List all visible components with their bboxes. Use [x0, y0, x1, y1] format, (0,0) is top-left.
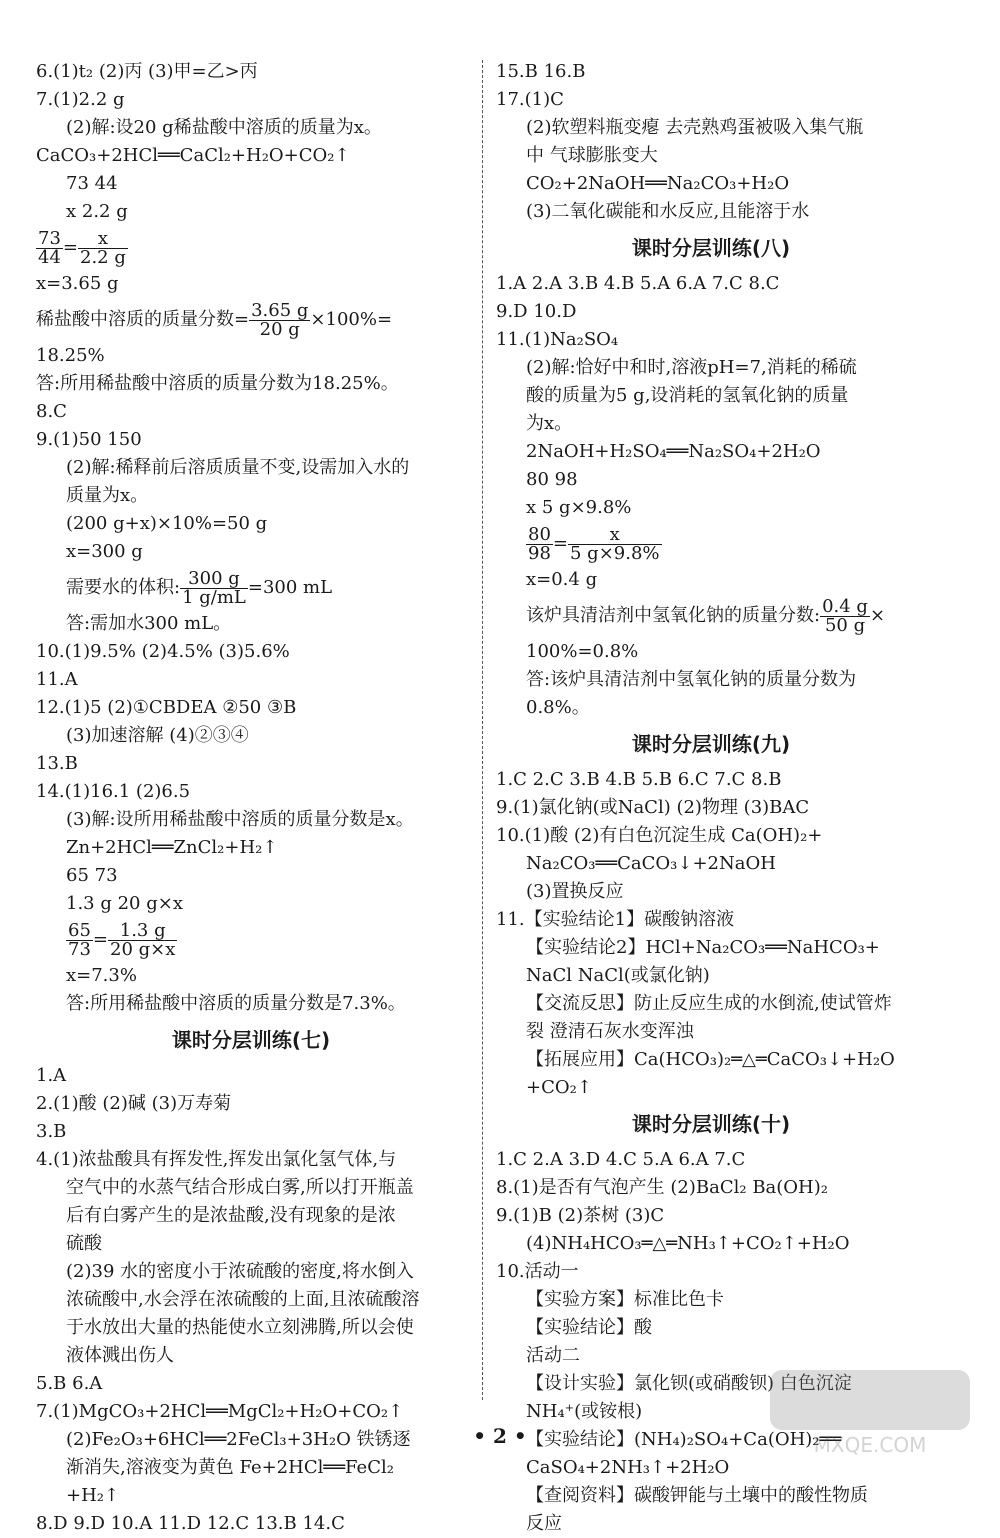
answer-line: [36, 538, 466, 566]
answer-text: 1.C 2.C 3.B 4.B 5.B 6.C 7.C 8.B: [496, 769, 782, 790]
answer-line: [36, 694, 466, 722]
answer-line: [496, 638, 926, 666]
answer-line: [36, 1258, 466, 1286]
answer-text: 1.C 2.A 3.D 4.C 5.A 6.A 7.C: [496, 1149, 746, 1170]
answer-line: [36, 114, 466, 142]
answer-text: (3)置换反应: [526, 881, 624, 902]
answer-text: 8.(1)是否有气泡产生 (2)BaCl₂ Ba(OH)₂: [496, 1177, 828, 1198]
answer-line: [496, 354, 926, 382]
answer-line: [36, 1090, 466, 1118]
answer-text: 为x。: [526, 413, 573, 434]
answer-text: (2)解:恰好中和时,溶液pH=7,消耗的稀硫: [526, 357, 857, 378]
answer-text: 5.B 6.A: [36, 1373, 103, 1394]
answer-text: +H₂↑: [66, 1485, 120, 1506]
answer-text: 答:所用稀盐酸中溶质的质量分数是7.3%。: [66, 993, 406, 1014]
answer-line: [496, 962, 926, 990]
answer-text: 2.(1)酸 (2)碱 (3)万寿菊: [36, 1093, 232, 1114]
answer-text: 硫酸: [66, 1233, 102, 1254]
answer-text: 100%=0.8%: [526, 641, 639, 662]
answer-text: 质量为x。: [66, 485, 149, 506]
answer-line: [36, 610, 466, 638]
answer-line: [496, 934, 926, 962]
answer-line: [36, 750, 466, 778]
answer-line: [496, 466, 926, 494]
answer-line: [36, 962, 466, 990]
answer-text-after: ×: [869, 605, 886, 626]
fraction-denominator: 50 g: [824, 614, 866, 636]
answer-line: [36, 1174, 466, 1202]
fraction: [180, 567, 248, 608]
answer-line: [36, 510, 466, 538]
fraction-numerator: 3.65 g: [251, 299, 309, 321]
answer-line: [496, 1146, 926, 1174]
answer-text: 15.B 16.B: [496, 61, 586, 82]
right-column: [496, 58, 926, 1538]
fraction-denominator: 2.2 g: [80, 246, 126, 268]
answer-line: [36, 1342, 466, 1370]
answer-line: [496, 1202, 926, 1230]
answer-text: 6.(1)t₂ (2)丙 (3)甲=乙>丙: [36, 61, 258, 82]
answer-line: [496, 594, 926, 638]
answer-text: (3)二氧化碳能和水反应,且能溶于水: [526, 201, 810, 222]
answer-line: [496, 298, 926, 326]
answer-line: [36, 834, 466, 862]
answer-text: CO₂+2NaOH══Na₂CO₃+H₂O: [526, 173, 790, 194]
answer-text: 10.(1)9.5% (2)4.5% (3)5.6%: [36, 641, 290, 662]
answer-line: [496, 850, 926, 878]
answer-line: [496, 410, 926, 438]
answer-line: [36, 638, 466, 666]
fraction-numerator: 0.4 g: [822, 595, 868, 617]
answer-line: [496, 382, 926, 410]
answer-line: [496, 906, 926, 934]
answer-text: 中 气球膨胀变大: [526, 145, 658, 166]
answer-text: NH₄⁺(或铵根): [526, 1401, 643, 1422]
answer-text: (2)解:设20 g稀盐酸中溶质的质量为x。: [66, 117, 382, 138]
answer-text: 0.8%。: [526, 697, 590, 718]
answer-line: [496, 86, 926, 114]
answer-line: [36, 1202, 466, 1230]
answer-line: [496, 1314, 926, 1342]
fraction-numerator: 73: [38, 227, 61, 249]
fraction: [36, 227, 63, 268]
answer-text: 11.(1)Na₂SO₄: [496, 329, 619, 350]
fraction-denominator: 5 g×9.8%: [570, 542, 660, 564]
answer-line: [36, 370, 466, 398]
answer-line: [36, 398, 466, 426]
answer-text: 10.(1)酸 (2)有白色沉淀生成 Ca(OH)₂+: [496, 825, 823, 846]
fraction: [820, 595, 870, 636]
answer-text: (3)解:设所用稀盐酸中溶质的质量分数是x。: [66, 809, 414, 830]
fraction-denominator: 44: [38, 246, 61, 268]
answer-text: 7.(1)MgCO₃+2HCl══MgCl₂+H₂O+CO₂↑: [36, 1401, 404, 1422]
answer-line: [36, 778, 466, 806]
answer-text: 液体溅出伤人: [66, 1345, 174, 1366]
answer-text: 80 98: [526, 469, 578, 490]
answer-text: +CO₂↑: [526, 1077, 592, 1098]
answer-text: 14.(1)16.1 (2)6.5: [36, 781, 191, 802]
answer-line: [36, 482, 466, 510]
answer-text: 空气中的水蒸气结合形成白雾,所以打开瓶盖: [66, 1177, 414, 1198]
answer-line: [36, 1398, 466, 1426]
fraction-denominator: 73: [68, 938, 91, 960]
answer-text: 8.D 9.D 10.A 11.D 12.C 13.B 14.C: [36, 1513, 345, 1534]
answer-text: 【实验方案】标准比色卡: [526, 1289, 724, 1310]
answer-text: 活动二: [526, 1345, 580, 1366]
fraction-numerator: 65: [68, 919, 91, 941]
answer-text: 9.(1)50 150: [36, 429, 142, 450]
page-number: • 2 •: [473, 1424, 527, 1448]
fraction-denominator: 20 g: [259, 318, 300, 340]
answer-text: 4.(1)浓盐酸具有挥发性,挥发出氯化氢气体,与: [36, 1149, 397, 1170]
answer-text: 1.A: [36, 1065, 67, 1086]
answer-text: 该炉具清洁剂中氢氧化钠的质量分数:: [526, 605, 821, 626]
answer-line: [496, 1074, 926, 1102]
answer-text: 需要水的体积:: [66, 577, 181, 598]
answer-text: 【查阅资料】碳酸钾能与土壤中的酸性物质: [526, 1485, 868, 1506]
equals-sign: =: [552, 533, 568, 554]
answer-text: 7.(1)2.2 g: [36, 89, 125, 110]
answer-line: [496, 566, 926, 594]
fraction: [66, 919, 93, 960]
answer-line: [496, 1046, 926, 1074]
fraction: [249, 299, 310, 340]
answer-line: [36, 890, 466, 918]
answer-line: [36, 270, 466, 298]
answer-text: Zn+2HCl══ZnCl₂+H₂↑: [66, 837, 278, 858]
answer-text: 答:所用稀盐酸中溶质的质量分数为18.25%。: [36, 373, 399, 394]
answer-line: [36, 1062, 466, 1090]
answer-text: 65 73: [66, 865, 118, 886]
answer-text: 73 44: [66, 173, 118, 194]
answer-line: [36, 990, 466, 1018]
answer-text: 18.25%: [36, 345, 105, 366]
answer-text: 2NaOH+H₂SO₄══Na₂SO₄+2H₂O: [526, 441, 821, 462]
answer-text: (2)软塑料瓶变瘪 去壳熟鸡蛋被吸入集气瓶: [526, 117, 864, 138]
section-heading: 课时分层训练(十): [631, 1112, 791, 1136]
answer-line: [496, 270, 926, 298]
answer-text: CaSO₄+2NH₃↑+2H₂O: [526, 1457, 730, 1478]
answer-line: [36, 1482, 466, 1510]
answer-line: [36, 426, 466, 454]
answer-text: 答:需加水300 mL。: [66, 613, 232, 634]
section-heading: 课时分层训练(九): [631, 732, 791, 756]
answer-text: 于水放出大量的热能使水立刻沸腾,所以会使: [66, 1317, 414, 1338]
answer-text: 【实验结论】酸: [526, 1317, 652, 1338]
answer-text: 10.活动一: [496, 1261, 579, 1282]
answer-line: [496, 1174, 926, 1202]
answer-line: [496, 666, 926, 694]
fraction-numerator: 80: [528, 523, 551, 545]
answer-text: (2)解:稀释前后溶质质量不变,设需加入水的: [66, 457, 410, 478]
answer-line: [36, 722, 466, 750]
answer-text: 反应: [526, 1513, 562, 1534]
answer-text: 8.C: [36, 401, 67, 422]
answer-text: 11.A: [36, 669, 78, 690]
answer-line: [496, 198, 926, 226]
answer-line: [36, 566, 466, 610]
answer-text: 【交流反思】防止反应生成的水倒流,使试管炸: [526, 993, 892, 1014]
answer-line: [496, 1230, 926, 1258]
watermark-text: MXQE.COM: [813, 1433, 927, 1457]
fraction-denominator: 1 g/mL: [182, 586, 246, 608]
answer-text: 13.B: [36, 753, 78, 774]
answer-text: 后有白雾产生的是浓盐酸,没有现象的是浓: [66, 1205, 396, 1226]
answer-line: [36, 666, 466, 694]
answer-text: Na₂CO₃══CaCO₃↓+2NaOH: [526, 853, 776, 874]
answer-line: [36, 1370, 466, 1398]
answer-line: [496, 990, 926, 1018]
answer-line: [36, 1146, 466, 1174]
answer-text: 渐消失,溶液变为黄色 Fe+2HCl══FeCl₂: [66, 1457, 394, 1478]
answer-line: [496, 326, 926, 354]
answer-text-after: ×100%=: [310, 309, 393, 330]
answer-text: 9.D 10.D: [496, 301, 577, 322]
answer-line: [496, 114, 926, 142]
answer-text: 【设计实验】氯化钡(或硝酸钡) 白色沉淀: [526, 1373, 852, 1394]
answer-text: NaCl NaCl(或氯化钠): [526, 965, 710, 986]
answer-text: 裂 澄清石灰水变浑浊: [526, 1021, 694, 1042]
fraction-numerator: 300 g: [180, 570, 248, 589]
answer-line: [496, 694, 926, 722]
answer-line: [496, 142, 926, 170]
answer-text: (4)NH₄HCO₃═△═NH₃↑+CO₂↑+H₂O: [526, 1233, 850, 1254]
answer-text: 9.(1)B (2)茶树 (3)C: [496, 1205, 665, 1226]
answer-line: [36, 1286, 466, 1314]
answer-text: 稀盐酸中溶质的质量分数=: [36, 309, 250, 330]
answer-text: 【拓展应用】Ca(HCO₃)₂═△═CaCO₃↓+H₂O: [526, 1049, 895, 1070]
answer-line: [496, 522, 926, 566]
answer-line: [496, 494, 926, 522]
answer-text: x=3.65 g: [36, 273, 119, 294]
answer-line: [36, 1510, 466, 1538]
answer-line: [36, 198, 466, 226]
watermark-logo: [760, 1360, 980, 1460]
answer-text: (200 g+x)×10%=50 g: [66, 513, 268, 534]
answer-line: [496, 1258, 926, 1286]
answer-line: [496, 58, 926, 86]
fraction-denominator: 98: [528, 542, 551, 564]
fraction: [526, 523, 553, 564]
section-heading: 课时分层训练(八): [631, 236, 791, 260]
answer-text-after: =300 mL: [247, 577, 333, 598]
answer-line: [496, 1286, 926, 1314]
equals-sign: =: [62, 237, 78, 258]
fraction-denominator: 20 g×x: [110, 938, 176, 960]
answer-line: [36, 86, 466, 114]
answer-line: [36, 342, 466, 370]
answer-line: [496, 822, 926, 850]
answer-line: [36, 1230, 466, 1258]
answer-text: 酸的质量为5 g,设消耗的氢氧化钠的质量: [526, 385, 849, 406]
answer-text: 17.(1)C: [496, 89, 564, 110]
answer-text: x 5 g×9.8%: [526, 497, 632, 518]
answer-text: 【实验结论2】HCl+Na₂CO₃══NaHCO₃+: [526, 937, 880, 958]
fraction-numerator: x: [78, 230, 128, 249]
fraction-numerator: x: [568, 526, 662, 545]
answer-text: 3.B: [36, 1121, 67, 1142]
section-heading: 课时分层训练(七): [171, 1028, 331, 1052]
answer-text: x 2.2 g: [66, 201, 128, 222]
answer-line: [496, 794, 926, 822]
answer-text: 答:该炉具清洁剂中氢氧化钠的质量分数为: [526, 669, 857, 690]
equals-sign: =: [92, 929, 108, 950]
answer-line: [496, 170, 926, 198]
answer-line: [36, 1118, 466, 1146]
answer-line: [36, 226, 466, 270]
answer-line: [496, 438, 926, 466]
answer-line: [36, 170, 466, 198]
fraction-numerator: 1.3 g: [108, 922, 177, 941]
answer-line: [36, 142, 466, 170]
answer-line: [36, 1454, 466, 1482]
answer-line: [496, 1510, 926, 1538]
answer-line: [496, 1482, 926, 1510]
answer-text: (2)39 水的密度小于浓硫酸的密度,将水倒入: [66, 1261, 414, 1282]
answer-line: [36, 298, 466, 342]
answer-text: x=7.3%: [66, 965, 137, 986]
fraction: [78, 227, 128, 268]
answer-text: 【实验结论】(NH₄)₂SO₄+Ca(OH)₂══: [526, 1429, 842, 1450]
fraction: [568, 523, 662, 564]
answer-text: x=0.4 g: [526, 569, 598, 590]
answer-text: 1.A 2.A 3.B 4.B 5.A 6.A 7.C 8.C: [496, 273, 780, 294]
answer-text: 1.3 g 20 g×x: [66, 893, 183, 914]
left-column: [36, 58, 466, 1538]
answer-line: [496, 878, 926, 906]
answer-line: [36, 1314, 466, 1342]
answer-line: [36, 58, 466, 86]
answer-text: 9.(1)氯化钠(或NaCl) (2)物理 (3)BAC: [496, 797, 810, 818]
answer-line: [36, 806, 466, 834]
answer-text: (2)Fe₂O₃+6HCl══2FeCl₃+3H₂O 铁锈逐: [66, 1429, 411, 1450]
answer-line: [36, 918, 466, 962]
fraction: [108, 919, 177, 960]
answer-text: (3)加速溶解 (4)②③④: [66, 725, 249, 746]
answer-line: [36, 862, 466, 890]
answer-line: [36, 454, 466, 482]
answer-text: x=300 g: [66, 541, 143, 562]
answer-line: [496, 1018, 926, 1046]
column-divider: [482, 60, 483, 1400]
answer-line: [496, 766, 926, 794]
answer-text: 浓硫酸中,水会浮在浓硫酸的上面,且浓硫酸溶: [66, 1289, 420, 1310]
answer-text: 12.(1)5 (2)①CBDEA ②50 ③B: [36, 697, 297, 718]
answer-text: CaCO₃+2HCl══CaCl₂+H₂O+CO₂↑: [36, 145, 350, 166]
answer-text: 11.【实验结论1】碳酸钠溶液: [496, 909, 735, 930]
